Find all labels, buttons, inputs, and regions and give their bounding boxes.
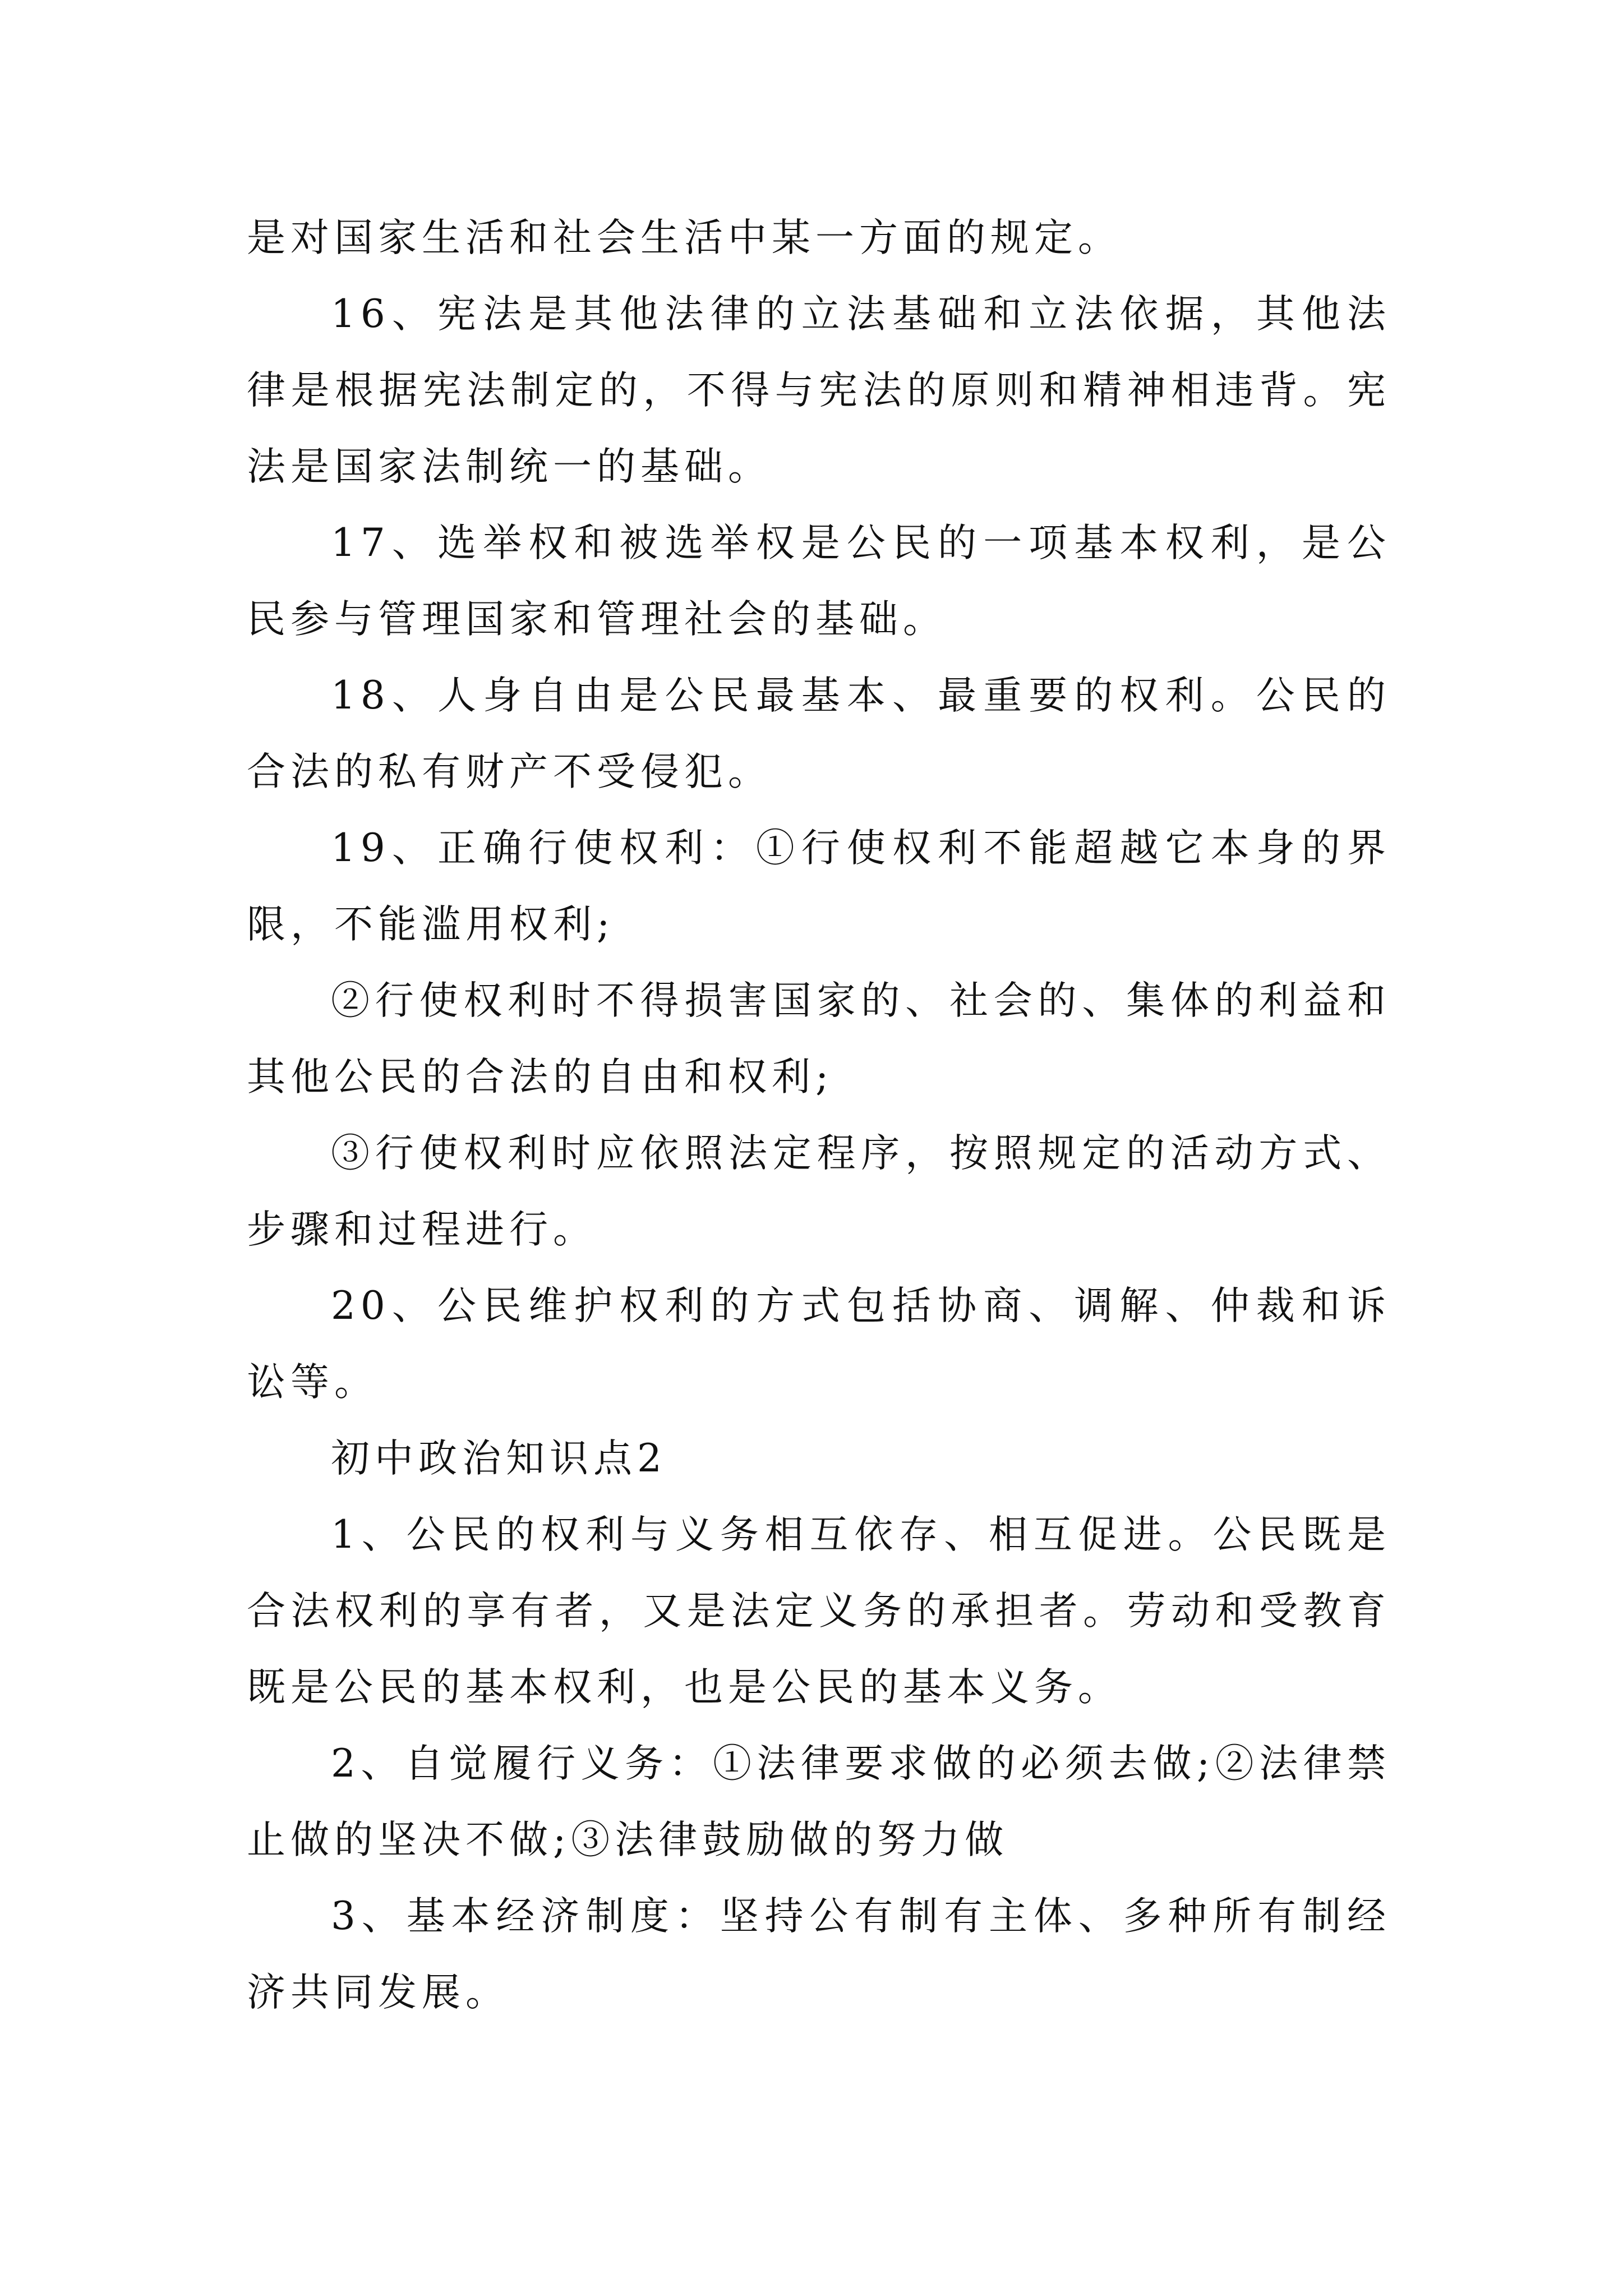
paragraph-item-19-point-3: ③行使权利时应依照法定程序，按照规定的活动方式、步骤和过程进行。 <box>247 1131 1391 1252</box>
paragraph-continuation: 是对国家生活和社会生活中某一方面的规定。 <box>247 215 1122 260</box>
paragraph-item-1: 1、公民的权利与义务相互依存、相互促进。公民既是合法权利的享有者，又是法定义务的承担者。劳动和受教育既是公民的基本权利，也是公民的基本义务。 <box>247 1512 1391 1710</box>
section-heading: 初中政治知识点2 <box>331 1436 667 1481</box>
paragraph-item-19-point-2: ②行使权利时不得损害国家的、社会的、集体的利益和其他公民的合法的自由和权利; <box>247 978 1391 1099</box>
paragraph-item-16: 16、宪法是其他法律的立法基础和立法依据，其他法律是根据宪法制定的，不得与宪法的原则和精神相违背。宪法是国家法制统一的基础。 <box>247 292 1391 489</box>
paragraph-item-18: 18、人身自由是公民最基本、最重要的权利。公民的合法的私有财产不受侵犯。 <box>247 673 1391 794</box>
paragraph-item-2: 2、自觉履行义务：①法律要求做的必须去做;②法律禁止做的坚决不做;③法律鼓励做的努力做 <box>247 1741 1391 1862</box>
paragraph-item-19: 19、正确行使权利：①行使权利不能超越它本身的界限，不能滥用权利; <box>247 826 1391 947</box>
paragraph-item-3: 3、基本经济制度：坚持公有制有主体、多种所有制经济共同发展。 <box>247 1894 1391 2015</box>
paragraph-item-20: 20、公民维护权利的方式包括协商、调解、仲裁和诉讼等。 <box>247 1283 1391 1405</box>
paragraph-item-17: 17、选举权和被选举权是公民的一项基本权利，是公民参与管理国家和管理社会的基础。 <box>247 521 1391 642</box>
document-body <box>247 200 1391 2031</box>
